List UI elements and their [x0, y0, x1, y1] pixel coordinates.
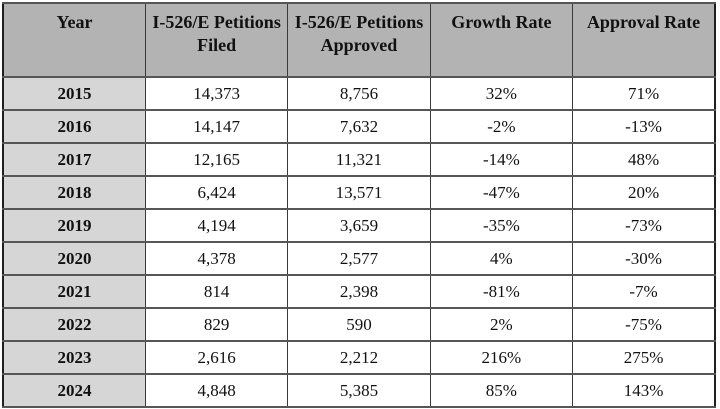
filed-cell: 14,373	[145, 77, 287, 110]
table-body	[3, 77, 715, 407]
table-row	[3, 110, 715, 143]
column-header-approval-rate: Approval Rate	[573, 3, 715, 77]
year-cell: 2020	[3, 242, 145, 275]
growth-rate-cell: -2%	[430, 110, 572, 143]
filed-cell: 4,848	[145, 374, 287, 407]
approval-rate-cell: -13%	[573, 110, 715, 143]
table-row	[3, 143, 715, 176]
filed-cell: 6,424	[145, 176, 287, 209]
filed-cell: 4,378	[145, 242, 287, 275]
approval-rate-cell: -7%	[573, 275, 715, 308]
filed-cell: 829	[145, 308, 287, 341]
filed-cell: 2,616	[145, 341, 287, 374]
approved-cell: 7,632	[288, 110, 430, 143]
approved-cell: 590	[288, 308, 430, 341]
approved-cell: 13,571	[288, 176, 430, 209]
table-row	[3, 341, 715, 374]
approval-rate-cell: -73%	[573, 209, 715, 242]
approval-rate-cell: 20%	[573, 176, 715, 209]
filed-cell: 814	[145, 275, 287, 308]
table-row	[3, 242, 715, 275]
growth-rate-cell: -35%	[430, 209, 572, 242]
table-row	[3, 374, 715, 407]
filed-cell: 14,147	[145, 110, 287, 143]
table-row	[3, 308, 715, 341]
approval-rate-cell: -30%	[573, 242, 715, 275]
table-header	[3, 3, 715, 77]
growth-rate-cell: 32%	[430, 77, 572, 110]
approval-rate-cell: 143%	[573, 374, 715, 407]
table-row	[3, 77, 715, 110]
approved-cell: 2,577	[288, 242, 430, 275]
growth-rate-cell: -47%	[430, 176, 572, 209]
column-header-filed: I-526/E Petitions Filed	[145, 3, 287, 77]
petitions-table	[2, 2, 716, 408]
table-row	[3, 209, 715, 242]
growth-rate-cell: 85%	[430, 374, 572, 407]
year-cell: 2021	[3, 275, 145, 308]
column-header-growth-rate: Growth Rate	[430, 3, 572, 77]
growth-rate-cell: 2%	[430, 308, 572, 341]
approved-cell: 2,212	[288, 341, 430, 374]
column-header-approved: I-526/E Petitions Approved	[288, 3, 430, 77]
growth-rate-cell: 4%	[430, 242, 572, 275]
approved-cell: 11,321	[288, 143, 430, 176]
filed-cell: 12,165	[145, 143, 287, 176]
column-header-year: Year	[3, 3, 145, 77]
growth-rate-cell: 216%	[430, 341, 572, 374]
table-row	[3, 275, 715, 308]
year-cell: 2023	[3, 341, 145, 374]
approved-cell: 2,398	[288, 275, 430, 308]
year-cell: 2017	[3, 143, 145, 176]
filed-cell: 4,194	[145, 209, 287, 242]
approval-rate-cell: 275%	[573, 341, 715, 374]
approval-rate-cell: 71%	[573, 77, 715, 110]
growth-rate-cell: -81%	[430, 275, 572, 308]
approval-rate-cell: -75%	[573, 308, 715, 341]
year-cell: 2015	[3, 77, 145, 110]
header-row	[3, 3, 715, 77]
year-cell: 2018	[3, 176, 145, 209]
approved-cell: 8,756	[288, 77, 430, 110]
growth-rate-cell: -14%	[430, 143, 572, 176]
year-cell: 2022	[3, 308, 145, 341]
approved-cell: 3,659	[288, 209, 430, 242]
approved-cell: 5,385	[288, 374, 430, 407]
table-row	[3, 176, 715, 209]
year-cell: 2016	[3, 110, 145, 143]
year-cell: 2024	[3, 374, 145, 407]
year-cell: 2019	[3, 209, 145, 242]
approval-rate-cell: 48%	[573, 143, 715, 176]
